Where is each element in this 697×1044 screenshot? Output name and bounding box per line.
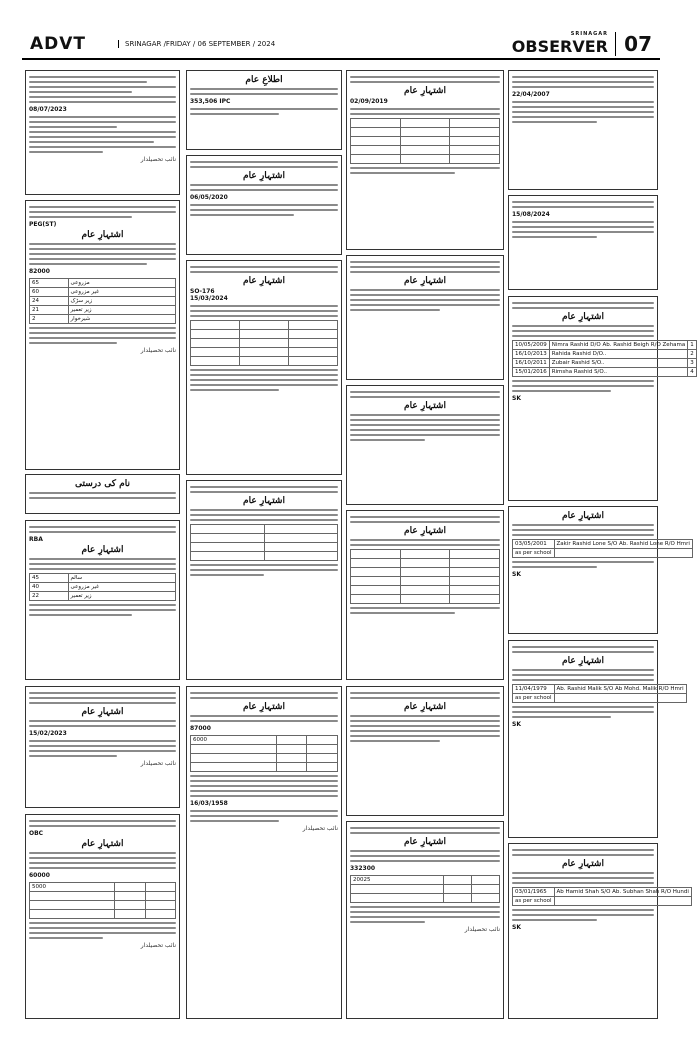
land-table (190, 524, 338, 561)
land-table: 45 سالم 40 غیر مزروعی 22 زیر تعمیر (29, 573, 176, 601)
public-notice-ad (346, 821, 504, 1019)
public-notice-ad (508, 506, 690, 634)
logo-city: SRINAGAR (570, 31, 608, 37)
notice-ad (25, 70, 180, 195)
land-table: 5000 (29, 882, 176, 919)
public-notice-ad (346, 385, 504, 505)
ad-heading: اشتہارِ عام (404, 86, 446, 96)
public-notice-ad (346, 510, 504, 680)
ad-amount: 82000 (29, 268, 50, 275)
name-correction-ad (25, 474, 180, 514)
notice-date: 08/07/2023 (29, 106, 67, 113)
school-records-table: 03/01/1965 Ab Hamid Shah S/O Ab. Subhan Shah R/O Hundi as per school (512, 887, 692, 906)
signature: نائب تحصیلدار (302, 825, 338, 832)
public-notice-ad (186, 480, 342, 680)
public-notice-ad (25, 686, 180, 808)
public-notice-ad (25, 200, 180, 470)
public-notice-ad (508, 640, 684, 838)
public-notice-ad (346, 70, 504, 250)
ad-heading: اشتہارِ عام (81, 230, 124, 240)
public-notice-ad (346, 255, 504, 380)
public-notice-ad (508, 296, 694, 501)
ad-heading: نام کی درستی (75, 479, 130, 489)
ad-heading: اشتہارِ عام (81, 707, 124, 717)
ad-amount: 87000 (190, 725, 211, 732)
ad-heading: اشتہارِ عام (81, 839, 124, 849)
ad-heading: اطلاعِ عام (245, 75, 283, 85)
land-table (350, 549, 500, 604)
school-records-table: 03/05/2001 Zakir Rashid Lone S/O Ab. Rashid Lone R/O Hmri as per school (512, 539, 693, 558)
ad-heading: اشتہارِ عام (562, 511, 604, 521)
ad-heading: اشتہارِ عام (404, 837, 446, 847)
signature: نائب تحصیلدار (464, 926, 500, 933)
category-code: PEG(ST) (29, 221, 57, 228)
signature: نائب تحصیلدار (140, 942, 176, 949)
ad-heading: اشتہارِ عام (404, 276, 446, 286)
category-code: SK (512, 721, 521, 728)
notice-ad (508, 195, 658, 290)
category-code: SO-176 (190, 288, 215, 295)
announcement-ad (186, 70, 342, 150)
ad-heading: اشتہارِ عام (243, 702, 285, 712)
newspaper-logo: OBSERVER (511, 37, 608, 56)
land-table: 20025 (350, 875, 500, 903)
public-notice-ad (186, 155, 342, 255)
notice-date: 02/09/2019 (350, 98, 388, 105)
dateline: SRINAGAR /FRIDAY / 06 SEPTEMBER / 2024 (118, 40, 275, 48)
notice-date: 15/02/2023 (29, 730, 67, 737)
public-notice-ad (508, 843, 689, 1019)
public-notice-ad (346, 686, 504, 816)
school-records-table: 11/04/1979 Ab. Rashid Malik S/O Ab Mohd. Malik R/O Hmri as per school (512, 684, 687, 703)
notice-date: 15/03/2024 (190, 295, 228, 302)
ad-heading: اشتہارِ عام (243, 496, 285, 506)
ad-heading: اشتہارِ عام (243, 171, 285, 181)
public-notice-ad (25, 520, 180, 680)
public-notice-ad (186, 686, 342, 1019)
ad-heading: اشتہارِ عام (404, 526, 446, 536)
birth-date: 16/03/1958 (190, 800, 228, 807)
ad-heading: اشتہارِ عام (243, 276, 285, 286)
page-header (22, 28, 660, 60)
ad-heading: اشتہارِ عام (562, 656, 604, 666)
section-label: ADVT (30, 34, 87, 54)
category-code: OBC (29, 830, 44, 837)
ad-heading: اشتہارِ عام (562, 312, 604, 322)
land-table: 6000 (190, 735, 338, 772)
notice-date: 15/08/2024 (512, 211, 550, 218)
category-code: RBA (29, 536, 43, 543)
land-table: 65 مزروعی 60 غیر مزروعی 24 زیر سڑک 21 زیر تعمیر 2 شیرخوار (29, 278, 176, 324)
notice-ad (508, 70, 658, 190)
ipc-section: 353,506 IPC (190, 98, 231, 105)
signature: نائب تحصیلدار (140, 347, 176, 354)
land-table (350, 118, 500, 164)
ad-heading: اشتہارِ عام (404, 401, 446, 411)
category-code: SK (512, 571, 521, 578)
public-notice-ad (25, 814, 180, 1019)
notice-date: 06/05/2020 (190, 194, 228, 201)
signature: نائب تحصیلدار (140, 760, 176, 767)
notice-date: 22/04/2007 (512, 91, 550, 98)
category-code: SK (512, 924, 521, 931)
ad-amount: 60000 (29, 872, 50, 879)
public-notice-ad (186, 260, 342, 475)
ad-heading: اشتہارِ عام (562, 859, 604, 869)
signature: نائب تحصیلدار (140, 156, 176, 163)
ad-amount: 332300 (350, 865, 376, 872)
ad-heading: اشتہارِ عام (81, 545, 124, 555)
page-number: 07 (615, 32, 652, 56)
school-records-table: 10/05/2009 Nimra Rashid D/O Ab. Rashid Beigh R/O Zehama 1 16/10/2013 Rahida Rashid D/O.. 2 16/10/2011 Zubair Rashid S/O.. 3 15/01/2016 Rimsha Rashid S/O.. 4 (512, 340, 697, 377)
ad-heading: اشتہارِ عام (404, 702, 446, 712)
land-table (190, 320, 338, 366)
category-code: SK (512, 395, 521, 402)
